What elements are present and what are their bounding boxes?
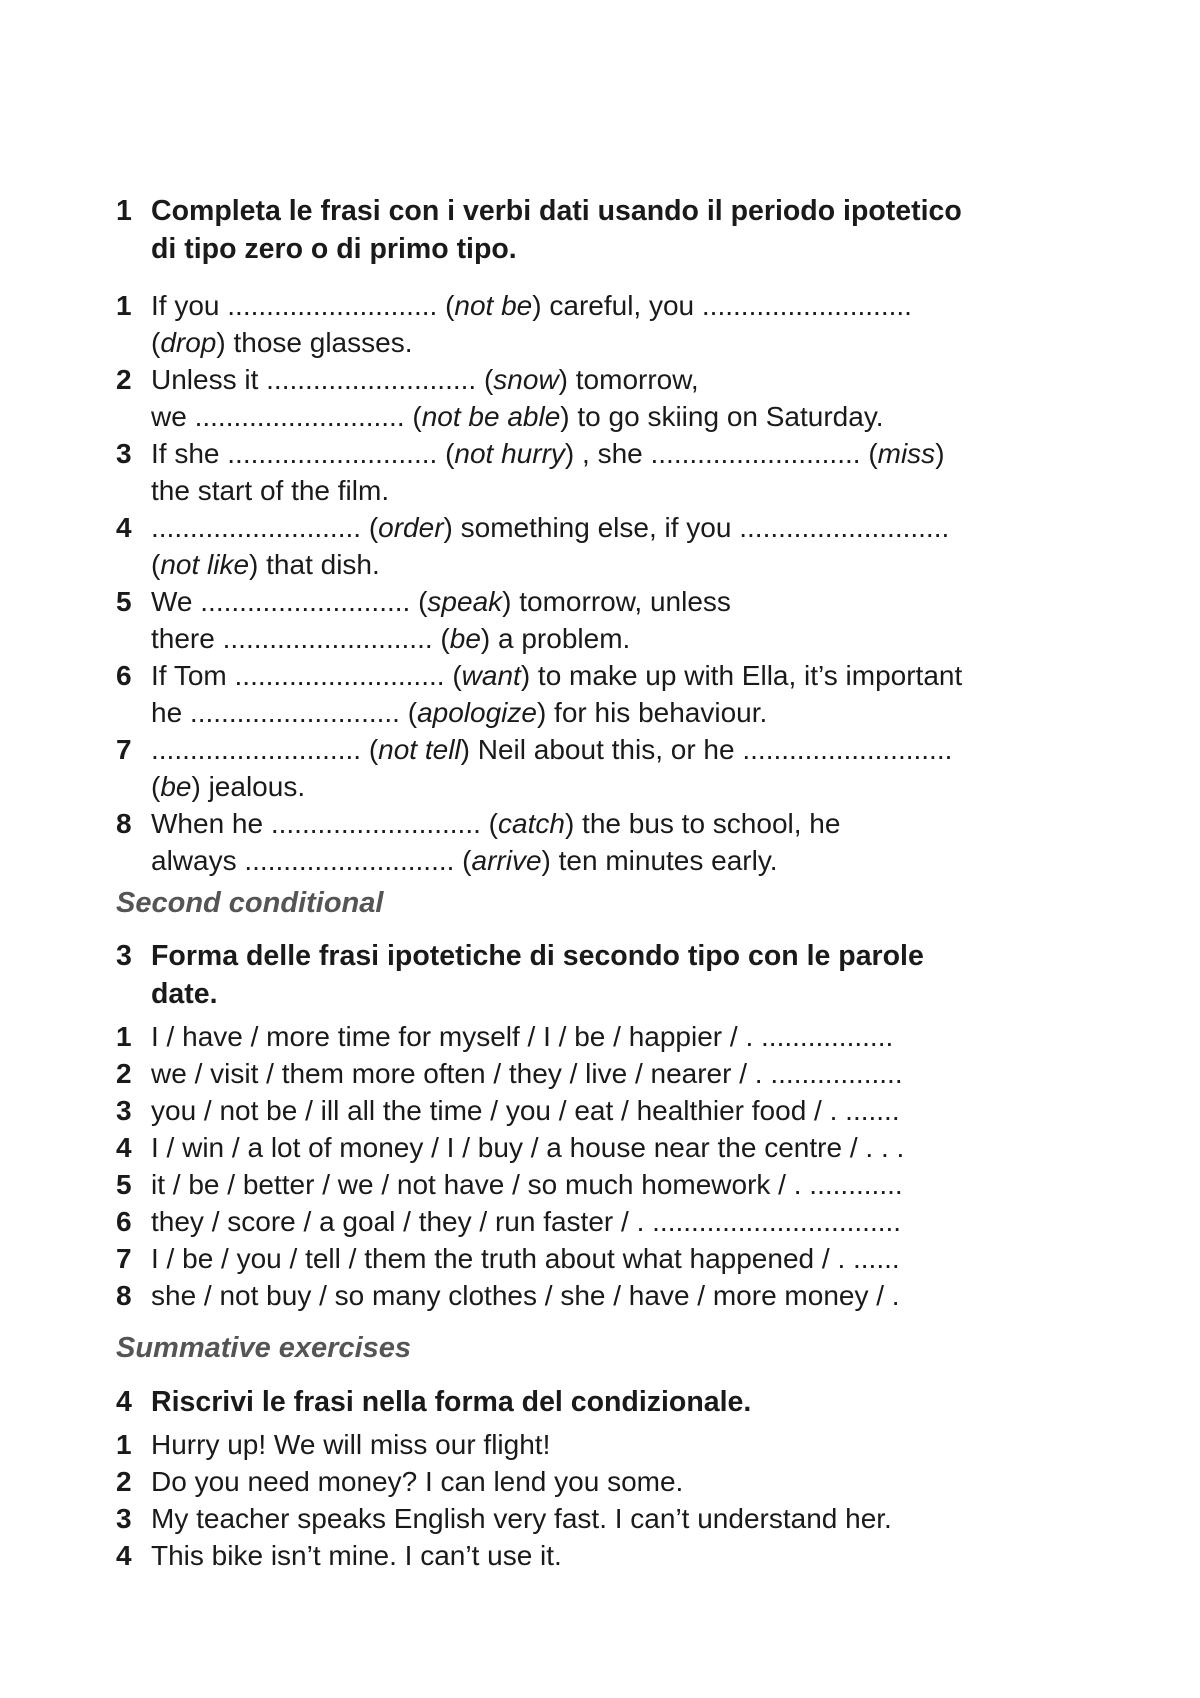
list-item: [116, 509, 1116, 583]
text-segment: there ........................... (: [151, 623, 450, 654]
item-number: 1: [116, 1429, 132, 1460]
text-segment: ........................... (: [151, 512, 379, 543]
item-number: 7: [116, 1243, 132, 1274]
item-number: 6: [116, 1206, 132, 1237]
item-line: [151, 324, 1116, 361]
exercise-number: 4: [116, 1386, 132, 1418]
verb-prompt: be: [160, 771, 192, 802]
text-segment: ) tomorrow,: [558, 364, 699, 395]
list-item: [116, 1426, 1116, 1463]
item-text: I / have / more time for myself / I / be / happier / . .................: [151, 1021, 894, 1052]
item-number: 3: [116, 438, 132, 469]
item-text: Do you need money? I can lend you some.: [151, 1466, 684, 1497]
item-text: you / not be / ill all the time / you / eat / healthier food / . .......: [151, 1095, 900, 1126]
list-item: [116, 1092, 1116, 1129]
text-segment: ) Neil about this, or he ...........................: [460, 734, 953, 765]
verb-prompt: catch: [498, 808, 565, 839]
text-segment: ) ten minutes early.: [541, 845, 778, 876]
verb-prompt: drop: [160, 327, 217, 358]
list-item: [116, 361, 1116, 435]
list-item: [116, 1129, 1116, 1166]
item-number: 3: [116, 1095, 132, 1126]
item-line: [151, 694, 1116, 731]
verb-prompt: order: [378, 512, 444, 543]
item-number: 3: [116, 1503, 132, 1534]
item-number: 5: [116, 1169, 132, 1200]
text-segment: ) something else, if you ...........................: [443, 512, 950, 543]
item-line: [151, 620, 1116, 657]
list-item: [116, 805, 1116, 879]
item-text: it / be / better / we / not have / so much homework / . ............: [151, 1169, 903, 1200]
item-number: 2: [116, 364, 132, 395]
verb-prompt: not be able: [421, 401, 561, 432]
text-segment: ) jealous.: [191, 771, 306, 802]
item-text: I / be / you / tell / them the truth about what happened / . ......: [151, 1243, 900, 1274]
text-segment: ) those glasses.: [216, 327, 413, 358]
item-number: 4: [116, 1540, 132, 1571]
text-segment: When he ........................... (: [151, 808, 498, 839]
text-segment: we ........................... (: [151, 401, 422, 432]
item-number: 2: [116, 1058, 132, 1089]
verb-prompt: want: [461, 660, 521, 691]
text-segment: Unless it ........................... (: [151, 364, 494, 395]
list-item: [116, 1203, 1116, 1240]
list-item: [116, 1500, 1116, 1537]
exercise-1-heading: [116, 192, 1116, 268]
verb-prompt: miss: [877, 438, 936, 469]
item-line: [151, 583, 1116, 620]
text-segment: If Tom ........................... (: [151, 660, 462, 691]
item-line: [151, 731, 1116, 768]
text-segment: ) to go skiing on Saturday.: [560, 401, 884, 432]
item-line: [151, 805, 1116, 842]
item-text: we / visit / them more often / they / live / nearer / . .................: [151, 1058, 903, 1089]
section-title-summative-exercises: Summative exercises: [116, 1332, 412, 1364]
text-segment: ........................... (: [151, 734, 379, 765]
text-segment: he ........................... (: [151, 697, 418, 728]
list-item: [116, 1463, 1116, 1500]
section-title-second-conditional: Second conditional: [116, 887, 384, 919]
verb-prompt: apologize: [417, 697, 537, 728]
text-segment: ) a problem.: [480, 623, 631, 654]
item-number: 4: [116, 1132, 132, 1163]
list-item: [116, 435, 1116, 509]
verb-prompt: not be: [454, 290, 533, 321]
item-line: [151, 361, 1116, 398]
list-item: [116, 1018, 1116, 1055]
instruction-line: date.: [151, 978, 218, 1010]
text-segment: ) that dish.: [249, 549, 380, 580]
item-number: 6: [116, 660, 132, 691]
exercise-4-heading: [116, 1383, 1116, 1421]
list-item: [116, 583, 1116, 657]
verb-prompt: not like: [160, 549, 250, 580]
instruction-line: Completa le frasi con i verbi dati usando il periodo ipotetico: [151, 195, 962, 227]
instruction-line: Riscrivi le frasi nella forma del condizionale.: [151, 1386, 752, 1418]
text-segment: (: [151, 771, 161, 802]
text-segment: ) the bus to school, he: [564, 808, 841, 839]
verb-prompt: not tell: [378, 734, 461, 765]
item-number: 8: [116, 1280, 132, 1311]
item-number: 7: [116, 734, 132, 765]
verb-prompt: arrive: [471, 845, 542, 876]
list-item: [116, 731, 1116, 805]
text-segment: ) for his behaviour.: [536, 697, 768, 728]
text-segment: the start of the film.: [151, 475, 390, 506]
text-segment: ) careful, you ...........................: [532, 290, 912, 321]
item-text: Hurry up! We will miss our flight!: [151, 1429, 551, 1460]
text-segment: ): [935, 438, 945, 469]
verb-prompt: not hurry: [454, 438, 565, 469]
text-segment: (: [151, 327, 161, 358]
text-segment: We ........................... (: [151, 586, 428, 617]
list-item: [116, 1055, 1116, 1092]
item-number: 4: [116, 512, 132, 543]
item-line: [151, 398, 1116, 435]
list-item: [116, 287, 1116, 361]
list-item: [116, 1537, 1116, 1574]
item-text: This bike isn’t mine. I can’t use it.: [151, 1540, 562, 1571]
item-line: [151, 546, 1116, 583]
text-segment: always ........................... (: [151, 845, 472, 876]
text-segment: If she ........................... (: [151, 438, 455, 469]
instruction-line: di tipo zero o di primo tipo.: [151, 233, 517, 265]
text-segment: (: [151, 549, 161, 580]
verb-prompt: be: [449, 623, 481, 654]
exercise-number: 3: [116, 940, 132, 972]
list-item: [116, 1166, 1116, 1203]
item-number: 5: [116, 586, 132, 617]
text-segment: ) tomorrow, unless: [502, 586, 731, 617]
verb-prompt: snow: [493, 364, 559, 395]
item-line: [151, 842, 1116, 879]
item-number: 8: [116, 808, 132, 839]
item-line: [151, 509, 1116, 546]
item-text: My teacher speaks English very fast. I can’t understand her.: [151, 1503, 892, 1534]
item-text: I / win / a lot of money / I / buy / a house near the centre / . . .: [151, 1132, 905, 1163]
item-number: 2: [116, 1466, 132, 1497]
exercise-3-heading: [116, 937, 1116, 1013]
text-segment: If you ........................... (: [151, 290, 455, 321]
item-line: [151, 287, 1116, 324]
item-line: [151, 435, 1116, 472]
item-line: [151, 657, 1116, 694]
list-item: [116, 1240, 1116, 1277]
verb-prompt: speak: [427, 586, 503, 617]
exercise-number: 1: [116, 195, 132, 227]
text-segment: ) , she ........................... (: [564, 438, 878, 469]
item-line: [151, 472, 1116, 509]
item-text: she / not buy / so many clothes / she / have / more money / .: [151, 1280, 900, 1311]
item-number: 1: [116, 290, 132, 321]
list-item: [116, 1277, 1116, 1314]
item-line: [151, 768, 1116, 805]
text-segment: ) to make up with Ella, it’s important: [520, 660, 963, 691]
list-item: [116, 657, 1116, 731]
item-text: they / score / a goal / they / run faster / . ................................: [151, 1206, 902, 1237]
instruction-line: Forma delle frasi ipotetiche di secondo tipo con le parole: [151, 940, 924, 972]
item-number: 1: [116, 1021, 132, 1052]
